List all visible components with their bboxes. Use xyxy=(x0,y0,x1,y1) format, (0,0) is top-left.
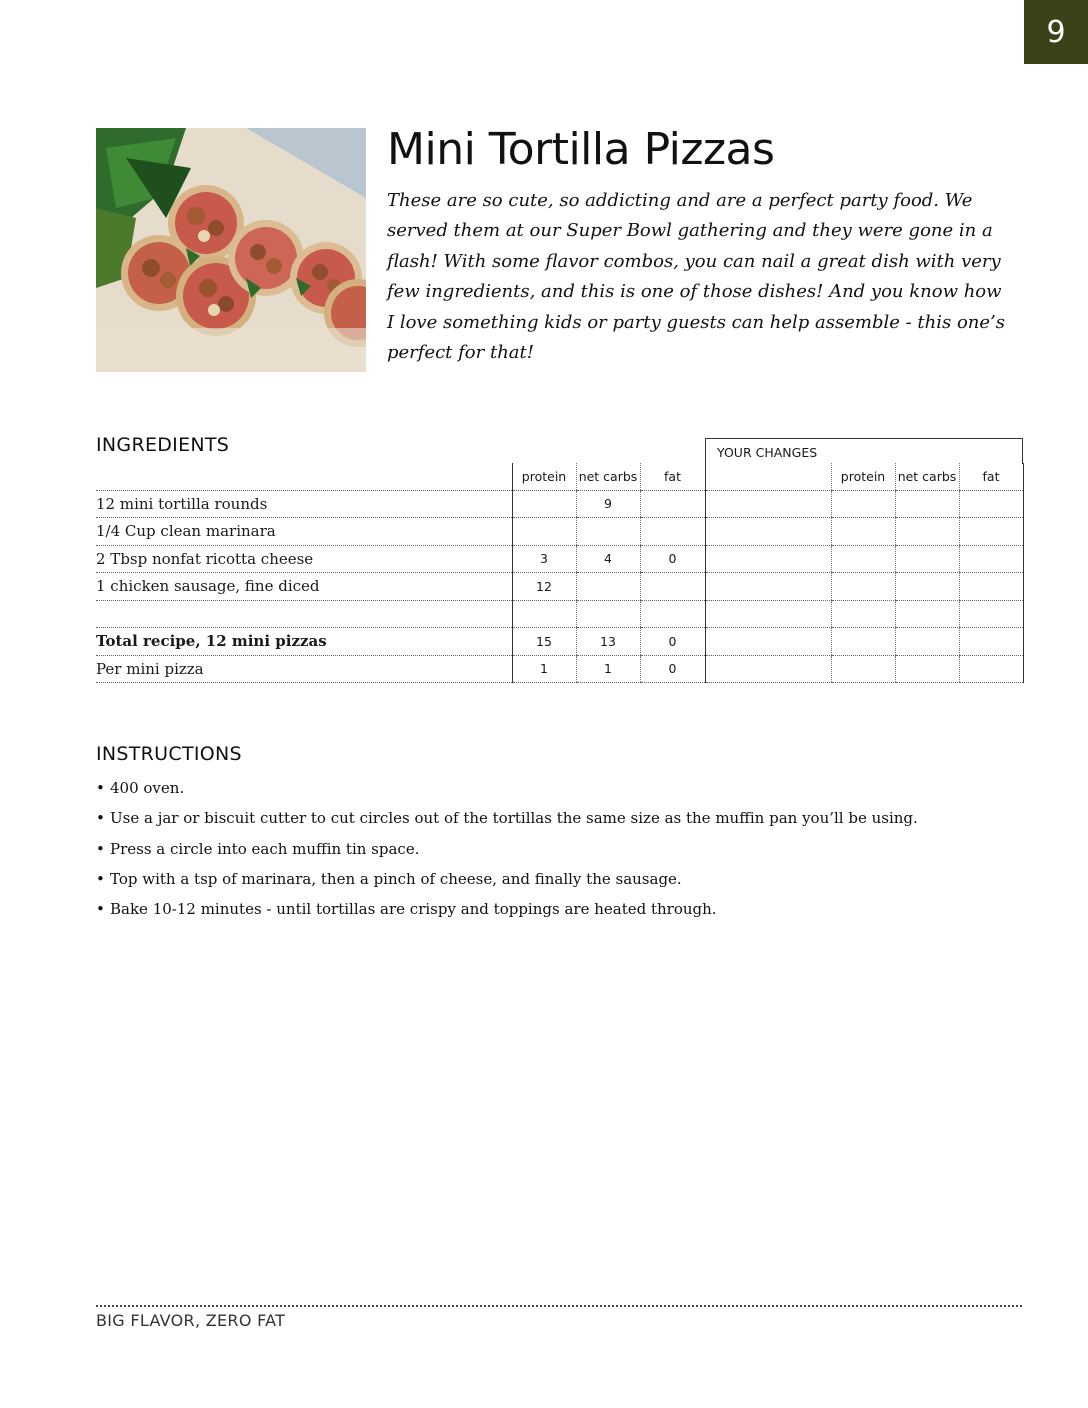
fat-value: 0 xyxy=(640,545,705,573)
table-row-total xyxy=(96,628,1023,656)
your-change-cell xyxy=(959,655,1023,683)
bullet-icon: • xyxy=(96,779,105,797)
net-carbs-value: 4 xyxy=(576,545,640,573)
your-change-cell xyxy=(831,490,895,518)
table-row xyxy=(96,490,1023,518)
instructions-heading: INSTRUCTIONS xyxy=(96,743,242,765)
list-item xyxy=(96,867,1016,897)
your-change-cell xyxy=(895,490,959,518)
bullet-icon: • xyxy=(96,839,105,858)
bullet-icon: • xyxy=(96,809,105,828)
your-change-cell xyxy=(895,573,959,601)
protein-value xyxy=(512,518,576,546)
your-change-cell xyxy=(831,655,895,683)
list-item xyxy=(96,897,1016,927)
instruction-step: Top with a tsp of marinara, then a pinch of cheese, and finally the sausage. xyxy=(110,869,682,888)
footer-text: BIG FLAVOR, ZERO FAT xyxy=(96,1311,286,1330)
protein-value: 12 xyxy=(512,573,576,601)
net-carbs-value xyxy=(576,518,640,546)
your-change-cell xyxy=(831,518,895,546)
protein-value: 1 xyxy=(512,655,576,683)
instructions-list xyxy=(96,776,1016,927)
protein-value: 3 xyxy=(512,545,576,573)
pizza-photo-illustration xyxy=(96,128,366,372)
your-change-cell xyxy=(895,545,959,573)
table-row xyxy=(96,518,1023,546)
table-row xyxy=(96,600,1023,628)
your-change-cell xyxy=(895,518,959,546)
net-carbs-value: 9 xyxy=(576,490,640,518)
fat-value: 0 xyxy=(640,655,705,683)
list-item xyxy=(96,837,1016,867)
instruction-step: Use a jar or biscuit cutter to cut circles out of the tortillas the same size as the muffin pan you’ll be using. xyxy=(110,809,918,828)
your-change-cell xyxy=(705,573,831,601)
your-change-cell xyxy=(959,573,1023,601)
table-header-row xyxy=(96,463,1023,490)
your-changes-header xyxy=(705,438,1023,464)
protein-value xyxy=(512,490,576,518)
table-row xyxy=(96,573,1023,601)
fat-value xyxy=(640,518,705,546)
net-carbs-value: 1 xyxy=(576,655,640,683)
your-protein-header: protein xyxy=(831,463,895,490)
ingredient-name: Total recipe, 12 mini pizzas xyxy=(96,628,512,656)
net-carbs-value xyxy=(576,600,640,628)
your-change-cell xyxy=(705,655,831,683)
instruction-step: 400 oven. xyxy=(110,779,185,797)
net-carbs-header: net carbs xyxy=(576,463,640,490)
ingredient-name-header xyxy=(96,463,512,490)
fat-header: fat xyxy=(640,463,705,490)
instruction-step: Press a circle into each muffin tin space. xyxy=(110,839,420,858)
ingredient-name xyxy=(96,600,512,628)
your-change-cell xyxy=(895,628,959,656)
fat-value xyxy=(640,490,705,518)
bullet-icon: • xyxy=(96,869,105,888)
footer-divider xyxy=(96,1305,1022,1307)
ingredient-name: 1 chicken sausage, fine diced xyxy=(96,573,512,601)
your-fat-header: fat xyxy=(959,463,1023,490)
net-carbs-value xyxy=(576,573,640,601)
your-change-cell xyxy=(705,600,831,628)
your-net-carbs-header: net carbs xyxy=(895,463,959,490)
protein-header: protein xyxy=(512,463,576,490)
protein-value: 15 xyxy=(512,628,576,656)
your-change-cell xyxy=(831,573,895,601)
your-change-cell xyxy=(959,545,1023,573)
list-item xyxy=(96,806,1016,836)
ingredients-table xyxy=(96,463,1024,683)
instruction-step: Bake 10-12 minutes - until tortillas are crispy and toppings are heated through. xyxy=(110,900,717,919)
your-change-cell xyxy=(831,545,895,573)
recipe-title: Mini Tortilla Pizzas xyxy=(387,124,775,175)
ingredient-name: 12 mini tortilla rounds xyxy=(96,490,512,518)
your-change-cell xyxy=(959,628,1023,656)
table-row xyxy=(96,545,1023,573)
your-change-cell xyxy=(831,600,895,628)
your-change-cell xyxy=(705,490,831,518)
your-change-cell xyxy=(705,545,831,573)
ingredient-name: 1/4 Cup clean marinara xyxy=(96,518,512,546)
your-change-cell xyxy=(959,600,1023,628)
your-change-cell xyxy=(959,518,1023,546)
table-row-per-serving xyxy=(96,655,1023,683)
bullet-icon: • xyxy=(96,900,105,919)
your-change-cell xyxy=(831,628,895,656)
recipe-intro: These are so cute, so addicting and are a perfect party food. We served them at our Super Bowl gathering and they were gone in a flash! With some flavor combos, you can nail a great dish with very few ingredients, and this is one of those dishes! And you know how I love something kids or party guests can help assemble - this one’s perfect for that! xyxy=(387,190,1006,364)
your-change-cell xyxy=(959,490,1023,518)
protein-value xyxy=(512,600,576,628)
list-item xyxy=(96,776,1016,806)
your-change-cell xyxy=(705,518,831,546)
net-carbs-value: 13 xyxy=(576,628,640,656)
page-number: 9 xyxy=(1046,14,1066,50)
recipe-photo xyxy=(96,128,366,372)
ingredient-name: Per mini pizza xyxy=(96,655,512,683)
ingredients-heading: INGREDIENTS xyxy=(96,434,230,456)
page-number-badge xyxy=(1024,0,1088,64)
your-changes-name-header xyxy=(705,463,831,490)
your-change-cell xyxy=(895,600,959,628)
ingredient-name: 2 Tbsp nonfat ricotta cheese xyxy=(96,545,512,573)
your-change-cell xyxy=(705,628,831,656)
your-changes-label: YOUR CHANGES xyxy=(717,445,818,460)
fat-value: 0 xyxy=(640,628,705,656)
your-change-cell xyxy=(895,655,959,683)
fat-value xyxy=(640,600,705,628)
fat-value xyxy=(640,573,705,601)
